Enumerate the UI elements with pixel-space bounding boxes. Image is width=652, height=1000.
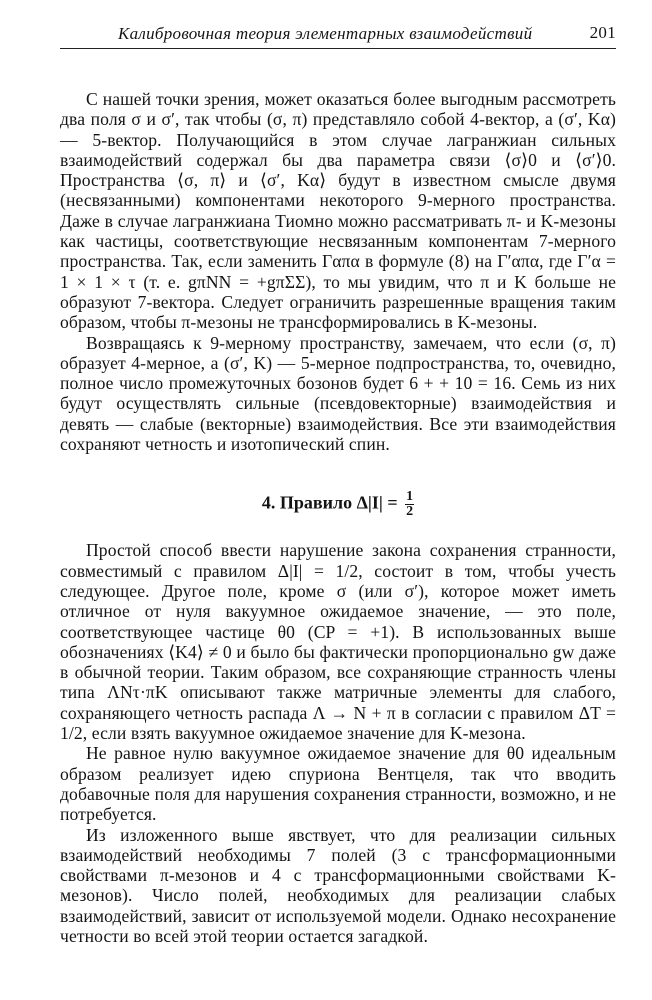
section-heading xyxy=(60,484,616,518)
paragraph-spurion: Не равное нулю вакуумное ожидаемое значение для θ0 идеальным образом реализует идею спуриона Вентцеля, так что вводить добавочные поля для нарушения сохранения странности, возможно, и не потребуется. xyxy=(60,743,616,825)
section-heading-fraction xyxy=(405,490,414,519)
paragraph-conclusion: Из изложенного выше явствует, что для реализации сильных взаимодействий необходимы 7 полей (3 с трансформационными свойствами π-мезонов и 4 с трансформационными свойствами K-мезонов). Число полей, необходимых для реализации слабых взаимодействий, зависит от используемой модели. Однако несохранение четности во всей этой теории остается загадкой. xyxy=(60,824,616,946)
page-number: 201 xyxy=(589,23,616,42)
fraction-denominator: 2 xyxy=(406,504,414,520)
paragraph-nine-dim-space: Возвращаясь к 9-мерному пространству, замечаем, что если (σ, π) образует 4-мерное, а (σ′, K) — 5-мерное подпространства, то, очевидно, полное число промежуточных бозонов будет 6 + + 10 = 16. Семь из них будут осуществлять сильные (псевдовекторные) взаимодействия и девять — слабые (векторные) взаимодействия. Все эти взаимодействия сохраняют четность и изотопический спин. xyxy=(60,332,616,455)
running-title: Калибровочная теория элементарных взаимодействий xyxy=(118,24,533,43)
book-page xyxy=(60,22,616,946)
paragraph-two-fields: С нашей точки зрения, может оказаться более выгодным рассмотреть два поля σ и σ′, так чтобы (σ, π) представляло собой 4-вектор, а (σ′, Kα) — 5-вектор. Получающийся в этом случае лагранжиан сильных взаимодействий содержал бы два параметра связи ⟨σ⟩0 и ⟨σ′⟩0. Пространства ⟨σ, π⟩ и ⟨σ′, Kα⟩ будут в известном смысле двумя (несвязанными) компонентами некоторого 9-мерного пространства. Даже в случае лагранжиана Тиомно можно рассматривать π- и K-мезоны как частицы, соответствующие несвязанным компонентам 7-мерного пространства. Так, если заменить Γαπα в формуле (8) на Γ′απα, где Γ′α = 1 × 1 × τ (т. е. gπNN = +gπΣΣ), то мы увидим, что π и K больше не образуют 7-вектора. Следует ограничить разрешенные вращения таким образом, чтобы π-мезоны не трансформировались в K-мезоны. xyxy=(60,89,616,333)
section-heading-text: 4. Правило Δ|I| = xyxy=(261,492,398,513)
paragraph-strangeness-violation: Простой способ ввести нарушение закона сохранения странности, совместимый с правилом Δ|I| = 1/2, состоит в том, чтобы учесть следующее. Другое поле, кроме σ (или σ′), которое может иметь отличное от нуля вакуумное ожидаемое значение, — это поле, соответствующее частице θ0 (CP = +1). В использованных выше обозначениях ⟨K4⟩ ≠ 0 и было бы фактически пропорционально gw даже в обычной теории. Таким образом, все сохраняющие странность члены типа ΛNτ·πK описывают также матричные элементы для слабого, сохраняющего четность распада Λ → N + π в согласии с правилом ΔT = 1/2, если взять вакуумное ожидаемое значение для K-мезона. xyxy=(60,540,616,744)
running-header xyxy=(60,22,616,49)
fraction-numerator: 1 xyxy=(406,489,414,505)
